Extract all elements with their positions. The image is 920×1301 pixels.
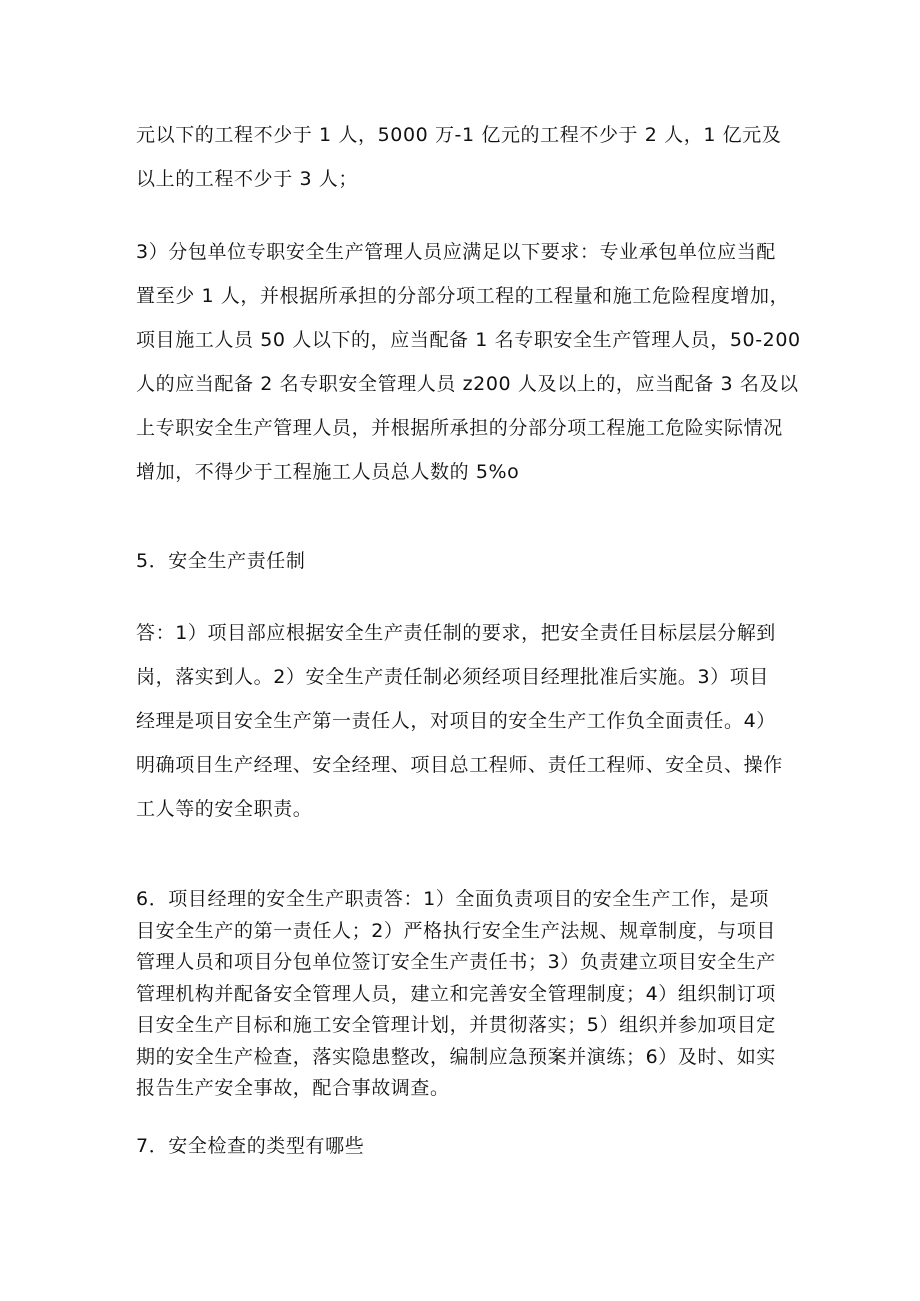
- text-line: 以上的工程不少于 3 人；: [136, 168, 358, 190]
- text-line: 答：1）项目部应根据安全生产责任制的要求，把安全责任目标层层分解到: [136, 622, 776, 644]
- text-line: 报告生产安全事故，配合事故调查。: [136, 1077, 450, 1099]
- text-line: 6．项目经理的安全生产职责答：1）全面负责项目的安全生产工作，是项: [136, 888, 769, 910]
- paragraph-staffing-tail: [136, 113, 796, 201]
- text-line: 期的安全生产检查，落实隐患整改，编制应急预案并演练；6）及时、如实: [136, 1045, 776, 1068]
- paragraph-subcontractor-requirements: [136, 230, 801, 494]
- text-line: 明确项目生产经理、安全经理、项目总工程师、责任工程师、安全员、操作: [136, 754, 783, 776]
- text-line: 岗，落实到人。2）安全生产责任制必须经项目经理批准后实施。3）项目: [136, 666, 769, 688]
- text-line: 目安全生产目标和施工安全管理计划，并贯彻落实；5）组织并参加项目定: [136, 1014, 776, 1036]
- text-line: 元以下的工程不少于 1 人，5000 万-1 亿元的工程不少于 2 人，1 亿元及: [136, 124, 782, 146]
- section-heading-7: 7．安全检查的类型有哪些: [136, 1135, 365, 1157]
- text-line: 人的应当配备 2 名专职安全管理人员 z200 人及以上的，应当配备 3 名及以: [136, 373, 799, 395]
- text-line: 置至少 1 人，并根据所承担的分部分项工程的工程量和施工危险程度增加，: [136, 285, 790, 307]
- paragraph-responsibility-answer: [136, 611, 796, 831]
- text-line: 管理机构并配备安全管理人员，建立和完善安全管理制度；4）组织制订项: [136, 982, 776, 1005]
- section-heading-5: 5．安全生产责任制: [136, 550, 306, 572]
- text-line: 3）分包单位专职安全生产管理人员应满足以下要求：专业承包单位应当配: [136, 241, 776, 263]
- text-line: 增加，不得少于工程施工人员总人数的 5%o: [136, 461, 520, 483]
- text-line: 目安全生产的第一责任人；2）严格执行安全生产法规、规章制度，与项目: [136, 919, 776, 942]
- text-line: 经理是项目安全生产第一责任人，对项目的安全生产工作负全面责任。4）: [136, 710, 776, 732]
- text-line: 项目施工人员 50 人以下的，应当配备 1 名专职安全生产管理人员，50-200: [136, 329, 801, 351]
- text-line: 管理人员和项目分包单位签订安全生产责任书；3）负责建立项目安全生产: [136, 951, 776, 973]
- paragraph-project-manager-duties: [136, 884, 796, 1105]
- text-line: 上专职安全生产管理人员，并根据所承担的分部分项工程施工危险实际情况: [136, 417, 783, 439]
- text-line: 工人等的安全职责。: [136, 798, 313, 820]
